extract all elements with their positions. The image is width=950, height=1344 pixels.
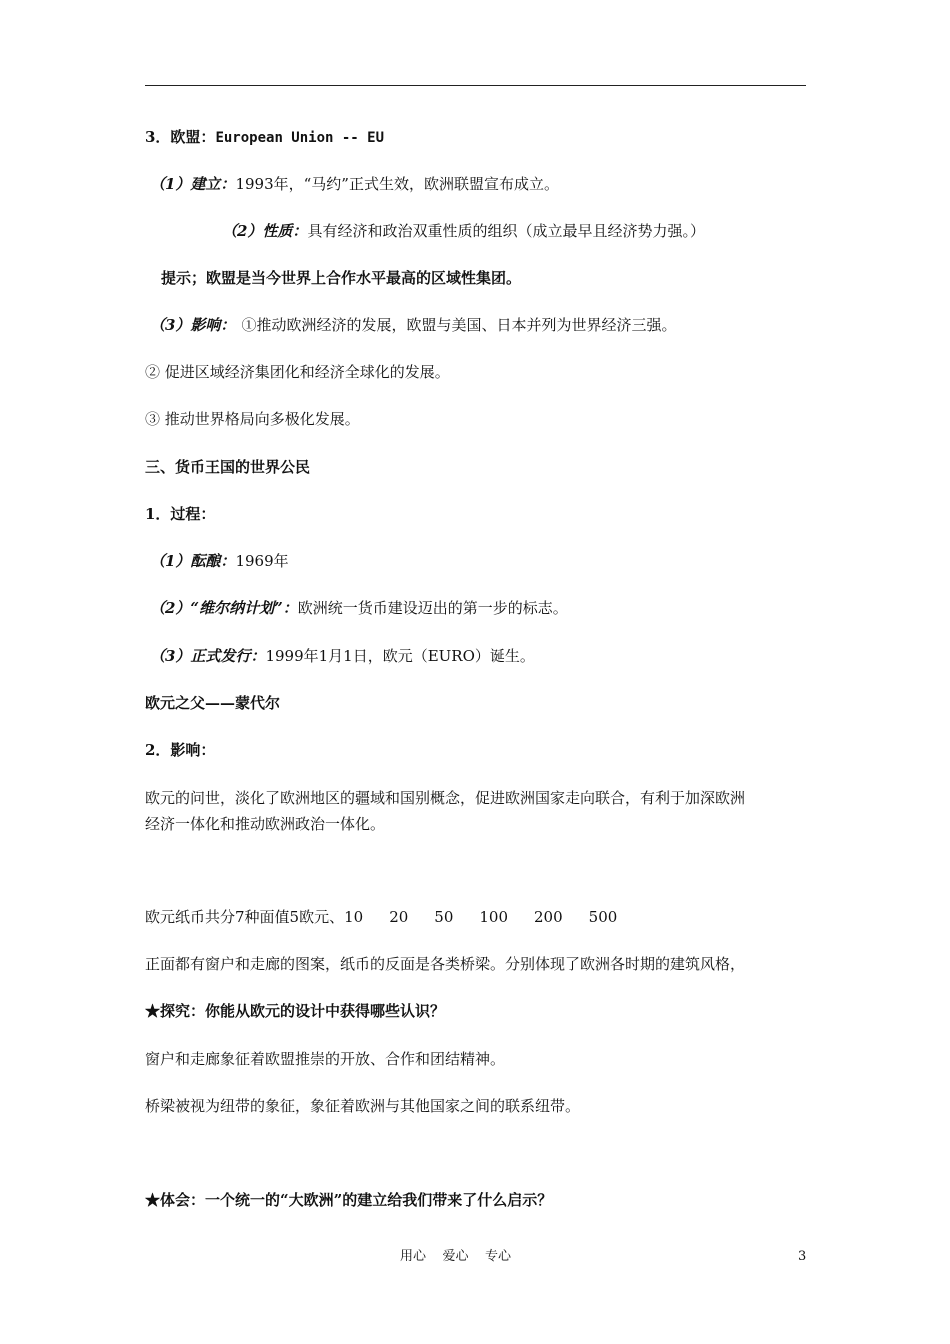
euro-process-title: 1．过程： xyxy=(145,505,216,523)
euro-reflect-question: ★体会：一个统一的“大欧洲”的建立给我们带来了什么启示？ xyxy=(145,1191,553,1209)
footer-motto: 用心 爱心 专心 xyxy=(400,1249,512,1264)
euro-notes-intro: 欧元纸币共分7种面值5欧元、 xyxy=(145,908,345,926)
euro-impact-title: 2．影响： xyxy=(145,741,216,759)
eu-impact-label: （3）影响： xyxy=(150,316,236,334)
euro-section-title: 三、货币王国的世界公民 xyxy=(145,458,311,476)
euro-process-2-text: 欧洲统一货币建设迈出的第一步的标志。 xyxy=(297,599,568,617)
eu-heading-number: 3．欧盟： xyxy=(145,128,216,146)
euro-impact-line-1: 欧元的问世，淡化了欧洲地区的疆域和国别概念，促进欧洲国家走向联合，有利于加深欧洲 xyxy=(145,789,746,807)
euro-process-3-text: 1999年1月1日，欧元（EURO）诞生。 xyxy=(265,647,535,665)
euro-process-3-label: （3）正式发行： xyxy=(150,647,266,665)
euro-process-2 xyxy=(150,597,568,619)
euro-process-1-label: （1）酝酿： xyxy=(150,552,236,570)
euro-process-1 xyxy=(150,550,289,572)
eu-nature-text: 具有经济和政治双重性质的组织（成立最早且经济势力强。） xyxy=(307,222,705,240)
eu-nature xyxy=(222,220,705,242)
eu-impact xyxy=(150,314,676,336)
eu-tip: 提示；欧盟是当今世界上合作水平最高的区域性集团。 xyxy=(161,269,522,287)
euro-process-1-text: 1969年 xyxy=(235,552,289,570)
euro-answer-1: 窗户和走廊象征着欧盟推崇的开放、合作和团结精神。 xyxy=(145,1050,506,1068)
eu-impact-2: ② 促进区域经济集团化和经济全球化的发展。 xyxy=(145,363,450,381)
eu-founding xyxy=(150,173,559,195)
euro-denominations xyxy=(145,906,617,928)
euro-father: 欧元之父——蒙代尔 xyxy=(145,694,281,712)
euro-process-3 xyxy=(150,645,535,667)
header-rule xyxy=(145,85,806,86)
eu-impact-1: ①推动欧洲经济的发展，欧盟与美国、日本并列为世界经济三强。 xyxy=(241,316,677,334)
eu-nature-label: （2）性质： xyxy=(222,222,308,240)
eu-heading-english: European Union -- EU xyxy=(215,130,385,146)
euro-process-2-label: （2）“维尔纳计划”： xyxy=(150,599,298,617)
euro-explore-question: ★探究：你能从欧元的设计中获得哪些认识？ xyxy=(145,1002,446,1020)
eu-founding-label: （1）建立： xyxy=(150,175,236,193)
eu-founding-text: 1993年，“马约”正式生效，欧洲联盟宣布成立。 xyxy=(235,175,559,193)
page-number: 3 xyxy=(798,1249,807,1264)
denomination: 10 xyxy=(344,908,364,926)
denomination: 200 xyxy=(534,908,563,926)
denomination: 20 xyxy=(389,908,409,926)
euro-answer-2: 桥梁被视为纽带的象征，象征着欧洲与其他国家之间的联系纽带。 xyxy=(145,1097,581,1115)
denomination: 100 xyxy=(479,908,509,926)
denomination: 500 xyxy=(588,908,618,926)
euro-impact-line-2: 经济一体化和推动欧洲政治一体化。 xyxy=(145,815,386,833)
denomination: 50 xyxy=(434,908,454,926)
euro-design-line: 正面都有窗户和走廊的图案，纸币的反面是各类桥梁。分别体现了欧洲各时期的建筑风格， xyxy=(145,955,746,973)
eu-heading xyxy=(145,126,384,149)
eu-impact-3: ③ 推动世界格局向多极化发展。 xyxy=(145,410,360,428)
